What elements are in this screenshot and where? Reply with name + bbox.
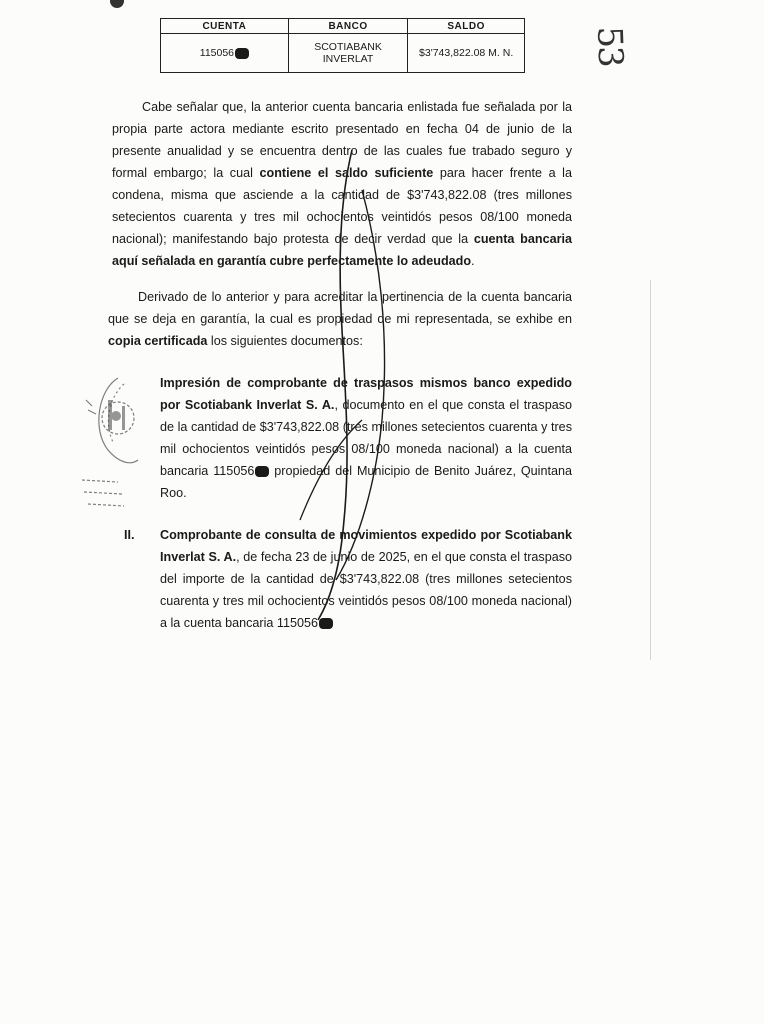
cell-cuenta <box>161 34 289 73</box>
bank-name-line2: INVERLAT <box>322 53 374 65</box>
header-banco: BANCO <box>288 19 407 34</box>
cell-saldo: $3'743,822.08 M. N. <box>408 34 525 73</box>
p1-text-b: para hacer frente a la condena, misma que asciende a la cantidad de $3'743,822.08 (tres millones setecientos cuarenta y tres mil ochocientos veintidós pesos 08/100 moneda nacional); manifestando bajo protesta de decir verdad que la <box>112 166 572 246</box>
p1-bold-a: contiene el saldo suficiente <box>259 166 434 180</box>
handwritten-page-number: 53 <box>588 25 631 67</box>
account-table <box>160 18 525 73</box>
p1-text-c: . <box>471 254 475 268</box>
item1-text <box>160 372 572 504</box>
paragraph-2 <box>108 286 572 352</box>
document-list-item-2 <box>160 524 572 634</box>
item1-text-a: , documento en el que consta el traspaso de la cantidad de $3'743,822.08 (tres millones setecientos cuarenta y tres mil ochocientos veintidós pesos 08/100 moneda nacional) a la cuenta bancaria 115056 <box>160 398 573 478</box>
paragraph-1 <box>112 96 572 272</box>
redaction-mark <box>319 618 333 629</box>
p2-text-b: los siguientes documentos: <box>207 334 363 348</box>
redaction-mark <box>235 48 249 59</box>
p2-bold-a: copia certificada <box>108 334 208 348</box>
p1-text-a: Cabe señalar que, la anterior cuenta bancaria enlistada fue señalada por la propia parte actora mediante escrito presentado en fecha 04 de junio de la presente anualidad y se encuentra dentro de las cuales fue trabado seguro y formal embargo; la cual <box>112 100 572 180</box>
bank-name-line1: SCOTIABANK <box>314 41 382 53</box>
p2-text-a: Derivado de lo anterior y para acreditar la pertinencia de la cuenta bancaria que se deja en garantía, la cual es propiedad de mi representada, se exhibe en <box>108 290 572 326</box>
header-cuenta: CUENTA <box>161 19 289 34</box>
scan-edge-line <box>650 280 651 660</box>
table-row <box>161 34 525 73</box>
document-list-item-1 <box>160 372 572 504</box>
table-header-row <box>161 19 525 34</box>
item1-bold: Impresión de comprobante de traspasos mismos banco expedido por Scotiabank Inverlat S. A. <box>160 376 572 412</box>
item2-marker: II. <box>124 528 135 542</box>
item2-text <box>160 524 572 634</box>
p1-bold-b: cuenta bancaria aquí señalada en garantía cubre perfectamente lo adeudado <box>112 232 572 268</box>
item2-text-a: , de fecha 23 de junio de 2025, en el que consta el traspaso del importe de la cantidad de $3'743,822.08 (tres millones setecientos cuarenta y tres mil ochocientos veintidós pesos 08/100 moneda nacional) a la cuenta bancaria 115056 <box>160 550 573 630</box>
redaction-mark <box>255 466 269 477</box>
item2-bold: Comprobante de consulta de movimientos expedido por Scotiabank Inverlat S. A. <box>160 528 572 564</box>
header-saldo: SALDO <box>408 19 525 34</box>
top-edge-mark <box>110 0 124 8</box>
account-number: 115056 <box>199 47 235 59</box>
cell-banco <box>288 34 407 73</box>
item1-text-b: propiedad del Municipio de Benito Juárez, Quintana Roo. <box>160 464 572 500</box>
